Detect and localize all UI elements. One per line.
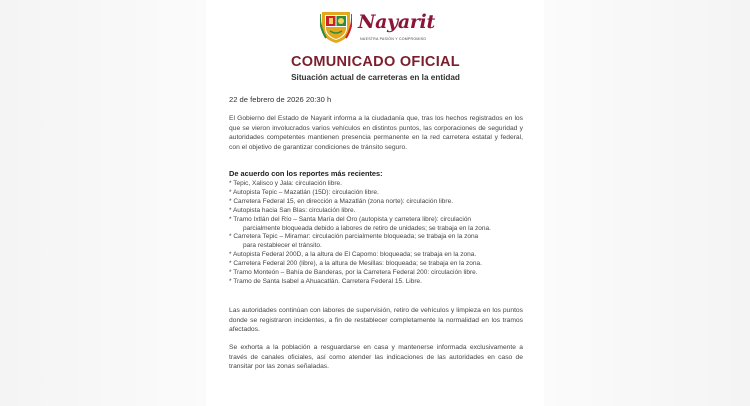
reports-heading: De acuerdo con los reportes más recientes: [229,169,383,178]
intro-paragraph: El Gobierno del Estado de Nayarit informa a la ciudadanía que, tras los hechos registrados en los que se vieron involucrados varios vehículos en distintos puntos, las corporaciones de seguridad y autoridades competentes mantienen presencia permanente en la red carretera estatal y federal, con el objetivo de garantizar condiciones de tránsito seguro. [229,115,523,151]
document-date: 22 de febrero de 2026 20:30 h [229,95,332,104]
background-right [544,0,750,406]
list-item: * Carretera Tepic – Miramar: circulación parcialmente bloqueada; se trabaja en la zona para restablecer el tránsito. [229,233,479,250]
supervision-paragraph: Las autoridades continúan con labores de supervisión, retiro de vehículos y limpieza en los puntos donde se registraron incidentes, a fin de restablecer completamente la normalidad en los tramos afectados. [229,307,523,333]
list-item: * Carretera Federal 15, en dirección a Mazatlán (zona norte): circulación libre. [229,197,453,205]
background-left [0,0,206,406]
road-status-list [229,180,523,287]
list-item: * Autopista hacia San Blas: circulación libre. [229,206,356,214]
brand-tagline: NUESTRA PASIÓN Y COMPROMISO [360,37,427,41]
header-logo [320,8,440,48]
list-item: * Tramo de Santa Isabel a Ahuacatlán. Carretera Federal 15. Libre. [229,277,422,285]
list-item: * Tramo Monteón – Bahía de Banderas, por la Carretera Federal 200: circulación libre. [229,269,478,277]
list-item: * Carretera Federal 200 (libre), a la altura de Mesillas: bloqueada; se trabaja en la zona. [229,260,482,268]
document-subtitle: Situación actual de carreteras en la entidad [291,73,460,82]
advisory-paragraph: Se exhorta a la población a resguardarse en casa y mantenerse informada exclusivamente a través de canales oficiales, así como atender las indicaciones de las autoridades en caso de transitar por las zonas señaladas. [229,344,523,370]
list-item: * Tepic, Xalisco y Jala: circulación libre. [229,180,342,187]
official-communique [207,0,544,406]
state-coat-of-arms-icon [320,8,352,44]
brand-name: Nayarit [358,11,435,33]
list-item: * Autopista Federal 200D, a la altura de El Capomo: bloqueada; se trabaja en la zona. [229,251,477,259]
list-item: * Autopista Tepic – Mazatlán (15D): circulación libre. [229,188,379,196]
list-item: * Tramo Ixtlán del Río – Santa María del Oro (autopista y carretera libre): circulación parcialmente bloqueada debido a labores de retiro de unidades; se trabaja en la zona. [229,215,491,232]
document-title: COMUNICADO OFICIAL [291,54,460,70]
